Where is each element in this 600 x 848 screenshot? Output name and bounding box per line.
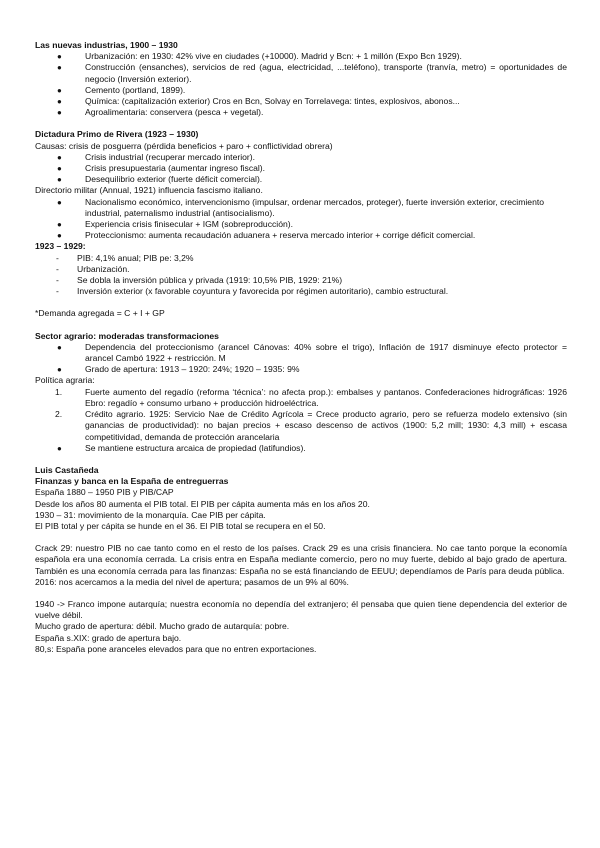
bullet-icon: ●	[57, 85, 62, 95]
list-item: ● Se mantiene estructura arcaica de propiedad (latifundios).	[57, 442, 306, 453]
text-line: España 1880 – 1950 PIB y PIB/CAP	[35, 487, 174, 498]
politica-agraria-list	[35, 387, 567, 443]
dash-icon: -	[56, 286, 59, 297]
text-line: España s.XIX: grado de apertura bajo.	[35, 632, 182, 643]
sector-agrario-list	[35, 342, 567, 376]
dash-icon: -	[56, 275, 59, 286]
list-item: ● Desequilibrio exterior (fuerte déficit comercial).	[57, 174, 263, 185]
text-line: 2016: nos acercamos a la media del nivel de apertura; pasamos de un 9% al 60%.	[35, 576, 349, 587]
politica-agraria-label: Política agraria:	[35, 375, 95, 386]
bullet-icon: ●	[57, 152, 62, 162]
text-line: 1930 – 31: movimiento de la monarquía. Cae PIB per cápita.	[35, 509, 266, 520]
list-item: ● Dependencia del proteccionismo (arancel Cánovas: 40% sobre el trigo), Inflación de 1917 disminuye efecto protector = arancel Cambó 1922 + restricción. M	[57, 341, 567, 364]
bullet-icon: ●	[57, 164, 62, 174]
causas-list	[35, 152, 567, 186]
author-name: Luis Castañeda	[35, 464, 99, 475]
list-item: 2. Crédito agrario. 1925: Servicio Nae de Crédito Agrícola = Crece producto agrario, pero se refuerza modelo extensivo (sin ganancias de productividad): no bajan precios + escaso descenso de activos (1900: 5,2 mill; 1930: 4,3 mill) + escasa competitividad, demanda de protección arancelaria	[55, 409, 567, 442]
text-line: Mucho grado de apertura: débil. Mucho grado de autarquía: pobre.	[35, 621, 290, 632]
bullet-icon: ●	[57, 175, 62, 185]
bullet-icon: ●	[57, 197, 62, 207]
list-item: ● Construcción (ensanches), servicios de red (agua, electricidad, ...teléfono), transporte (tranvía, metro) = oportunidades de negocio (Inversión exterior).	[57, 62, 567, 84]
document-page	[35, 40, 567, 655]
bullet-icon: ●	[57, 52, 62, 62]
section-title-finanzas: Finanzas y banca en la España de entreguerras	[35, 476, 229, 487]
bullet-icon: ●	[57, 231, 62, 241]
bullet-icon: ●	[57, 220, 62, 230]
dash-icon: -	[56, 263, 59, 274]
demanda-note: *Demanda agregada = C + I + GP	[35, 308, 165, 319]
list-item: ● Cemento (portland, 1899).	[57, 84, 186, 95]
section-title-sector-agrario: Sector agrario: moderadas transformaciones	[35, 330, 219, 341]
bullet-icon: ●	[57, 365, 62, 375]
list-item: ● Experiencia crisis finisecular + IGM (sobreproducción).	[57, 219, 293, 230]
section-title-nuevas-industrias: Las nuevas industrias, 1900 – 1930	[35, 40, 178, 50]
list-item: - Inversión exterior (x favorable coyuntura y favorecida por régimen autoritario), cambio estructural.	[56, 286, 449, 297]
text-line: Desde los años 80 aumenta el PIB total. El PIB per cápita aumenta más en los años 20.	[35, 498, 370, 509]
list-item: ● Urbanización: en 1930: 42% vive en ciudades (+10000). Madrid y Bcn: + 1 millón (Expo Bcn 1929).	[57, 51, 462, 62]
bullet-icon: ●	[57, 63, 62, 73]
causas-line: Causas: crisis de posguerra (pérdida beneficios + paro + conflictividad obrera)	[35, 140, 333, 151]
list-item: ● Crisis presupuestaria (aumentar ingreso fiscal).	[57, 163, 266, 174]
text-line: El PIB total y per cápita se hunde en el 36. El PIB total se recupera en el 50.	[35, 520, 326, 531]
list-item: - PIB: 4,1% anual; PIB pe: 3,2%	[56, 252, 194, 263]
list-item: - Se dobla la inversión pública y privada (1919: 10,5% PIB, 1929: 21%)	[56, 275, 343, 286]
list-item: ● Química: (capitalización exterior) Cros en Bcn, Solvay en Torrelavega: tintes, explosivos, abonos...	[57, 96, 460, 107]
period-label: 1923 – 1929:	[35, 241, 86, 252]
list-item: ● Agroalimentaria: conservera (pesca + vegetal).	[57, 107, 264, 118]
list-item: ● Crisis industrial (recuperar mercado interior).	[57, 151, 256, 162]
list-item: ● Proteccionismo: aumenta recaudación aduanera + reserva mercado interior + corrige déficit comercial.	[57, 230, 476, 241]
list-item: ● Grado de apertura: 1913 – 1920: 24%; 1920 – 1935: 9%	[57, 364, 300, 375]
list-item: ● Nacionalismo económico, intervencionismo (impulsar, ordenar mercados, proteger), fuerte inversión exterior, crecimiento industrial, paternalismo industrial (antisocialismo).	[57, 196, 545, 218]
list-item: - Urbanización.	[56, 263, 130, 274]
dash-icon: -	[56, 252, 59, 263]
bullet-icon: ●	[57, 443, 62, 453]
text-line: 80,s: España pone aranceles elevados para que no entren exportaciones.	[35, 643, 317, 654]
bullet-icon: ●	[57, 342, 62, 352]
section-title-primo-de-rivera: Dictadura Primo de Rivera (1923 – 1930)	[35, 129, 199, 140]
directorio-list	[35, 197, 567, 242]
list-item: 1. Fuerte aumento del regadío (reforma ‘técnica’: no afecta prop.): embalses y pantanos. Confederaciones hidrográficas: 1926 Ebro: regadío + consumo urbano + producción hidroeléctrica.	[55, 386, 567, 408]
crack-paragraph: Crack 29: nuestro PIB no cae tanto como en el resto de los países. Crack 29 es una crisis financiera. No cae tanto porque la economía española era una economía cerrada. La crisis entra en España mediante comercio, pero no muy fuerte, debido al bajo grado de apertura. También es una economía cerrada para las finanzas: España no se está financiando de EEUU; dependíamos de París para deuda pública.	[35, 543, 567, 576]
bullet-icon: ●	[57, 108, 62, 118]
franco-paragraph: 1940 -> Franco impone autarquía; nuestra economía no dependía del extranjero; él pensaba que quien tiene dependencia del exterior de vuelve débil.	[35, 598, 567, 621]
latifundios-list	[35, 443, 567, 454]
period-list	[35, 253, 567, 298]
nuevas-industrias-list	[35, 51, 567, 118]
bullet-icon: ●	[57, 97, 62, 107]
directorio-line: Directorio militar (Annual, 1921) influencia fascismo italiano.	[35, 185, 263, 196]
